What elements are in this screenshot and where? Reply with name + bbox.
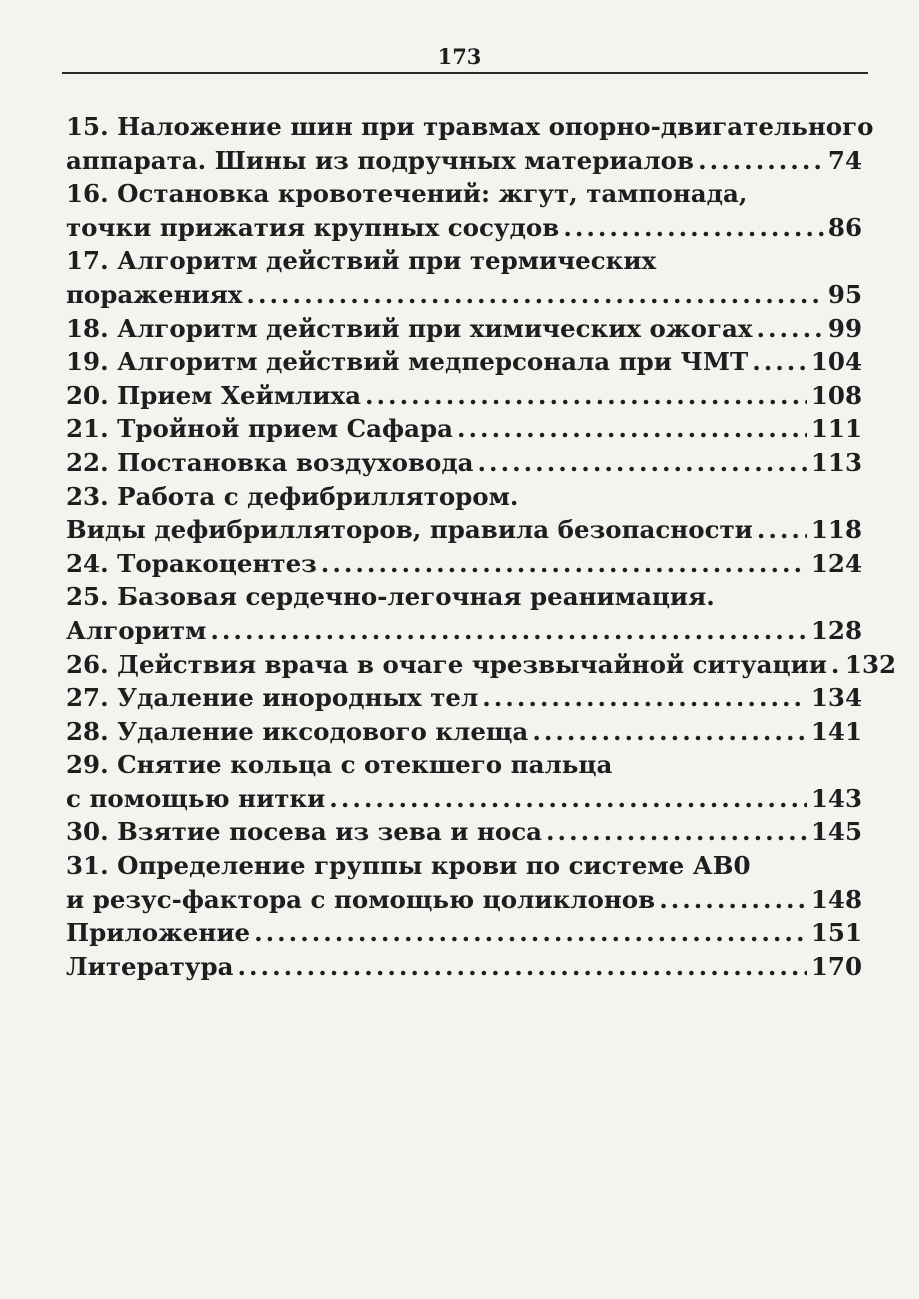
toc-entry [66, 177, 862, 244]
toc-entry-title: Виды дефибрилляторов, правила безопасности [66, 515, 753, 545]
toc-entry-title: 21. Тройной прием Сафара [66, 414, 453, 444]
toc-entry [66, 715, 862, 749]
toc-entry [66, 681, 862, 715]
toc-entry-page: 118 [810, 515, 862, 545]
dot-leader [329, 782, 807, 816]
toc-entry-page: 99 [827, 313, 862, 343]
toc-entry [66, 815, 862, 849]
toc-entry-title: 22. Постановка воздуховода [66, 447, 474, 477]
toc-entry [66, 916, 862, 950]
toc-entry-page: 141 [810, 716, 862, 746]
toc-entry-title-line: 15. Наложение шин при травмах опорно-двигательного [66, 112, 874, 141]
toc-entry-title: поражениях [66, 279, 243, 309]
toc-entry-title-line: 23. Работа с дефибриллятором. [66, 481, 519, 511]
toc-entry [66, 950, 862, 984]
dot-leader [246, 278, 823, 312]
toc-entry [66, 849, 862, 916]
dot-leader [698, 144, 824, 178]
dot-leader [237, 950, 806, 984]
toc-entry-page: 95 [827, 279, 862, 309]
dot-leader [659, 883, 807, 917]
toc-entry-title-line: 17. Алгоритм действий при термических [66, 246, 657, 276]
page-number: 173 [437, 44, 482, 69]
toc-entry-title: аппарата. Шины из подручных материалов [66, 145, 695, 175]
toc-entry [66, 580, 862, 647]
dot-leader [563, 211, 824, 245]
toc-entry-page: 143 [810, 783, 862, 813]
toc-entry [66, 446, 862, 480]
toc-entry-page: 74 [827, 145, 862, 175]
toc-entry-title: 19. Алгоритм действий медперсонала при ЧМТ [66, 347, 749, 377]
toc-entry [66, 648, 897, 682]
toc-entry-title: 18. Алгоритм действий при химических ожогах [66, 313, 753, 343]
dot-leader [365, 379, 807, 413]
dot-leader [210, 614, 806, 648]
dot-leader [321, 547, 807, 581]
toc-entry [66, 110, 874, 177]
toc-entry-page: 104 [810, 347, 862, 377]
toc-entry-title: 27. Удаление инородных тел [66, 683, 479, 713]
toc-entry-title-line: 31. Определение группы крови по системе АВ0 [66, 851, 751, 881]
toc-entry-page: 124 [810, 548, 862, 578]
toc-entry-title: с помощью нитки [66, 783, 326, 813]
toc-entry-page: 128 [810, 615, 862, 645]
toc-entry-page: 132 [844, 649, 897, 679]
toc-entry-page: 113 [810, 447, 862, 477]
toc-entry [66, 480, 862, 547]
toc-entry-title-line: 25. Базовая сердечно-легочная реанимация. [66, 582, 715, 612]
toc-entry-title: Приложение [66, 918, 251, 948]
toc-entry-page: 134 [810, 683, 862, 713]
toc-entry [66, 412, 862, 446]
dot-leader [457, 412, 807, 446]
toc-entry-title: 26. Действия врача в очаге чрезвычайной ситуации [66, 649, 827, 679]
toc-entry-page: 170 [810, 951, 862, 981]
toc-entry-title-line: 16. Остановка кровотечений: жгут, тампонада, [66, 179, 748, 209]
toc-entry [66, 345, 862, 379]
toc-entry-title: Литература [66, 951, 234, 981]
toc-entry [66, 379, 862, 413]
toc-entry-title: 30. Взятие посева из зева и носа [66, 817, 543, 847]
toc-entry-page: 86 [827, 212, 862, 242]
toc-entry-title: 20. Прием Хеймлиха [66, 380, 361, 410]
dot-leader [757, 513, 807, 547]
toc-entry [66, 748, 862, 815]
toc-entry [66, 244, 862, 311]
toc-entry-title-line: 29. Снятие кольца с отекшего пальца [66, 750, 613, 780]
toc-entry-page: 111 [810, 414, 862, 444]
toc-entry-title: 28. Удаление иксодового клеща [66, 716, 529, 746]
dot-leader [482, 681, 807, 715]
toc-entry-page: 148 [810, 884, 862, 914]
toc-entry-page: 108 [810, 380, 862, 410]
toc-entry-page: 145 [810, 817, 862, 847]
toc-entry-title: точки прижатия крупных сосудов [66, 212, 560, 242]
dot-leader [532, 715, 807, 749]
toc-entry [66, 312, 862, 346]
toc-entry-title: и резус-фактора с помощью цоликлонов [66, 884, 656, 914]
dot-leader [546, 815, 807, 849]
toc-entry-title: 24. Торакоцентез [66, 548, 317, 578]
dot-leader [756, 312, 823, 346]
header-rule [62, 72, 868, 74]
dot-leader [254, 916, 807, 950]
table-of-contents [66, 110, 897, 983]
toc-entry-page: 151 [810, 918, 862, 948]
dot-leader [752, 345, 807, 379]
dot-leader [831, 648, 841, 682]
toc-entry [66, 547, 862, 581]
dot-leader [478, 446, 807, 480]
toc-entry-title: Алгоритм [66, 615, 207, 645]
